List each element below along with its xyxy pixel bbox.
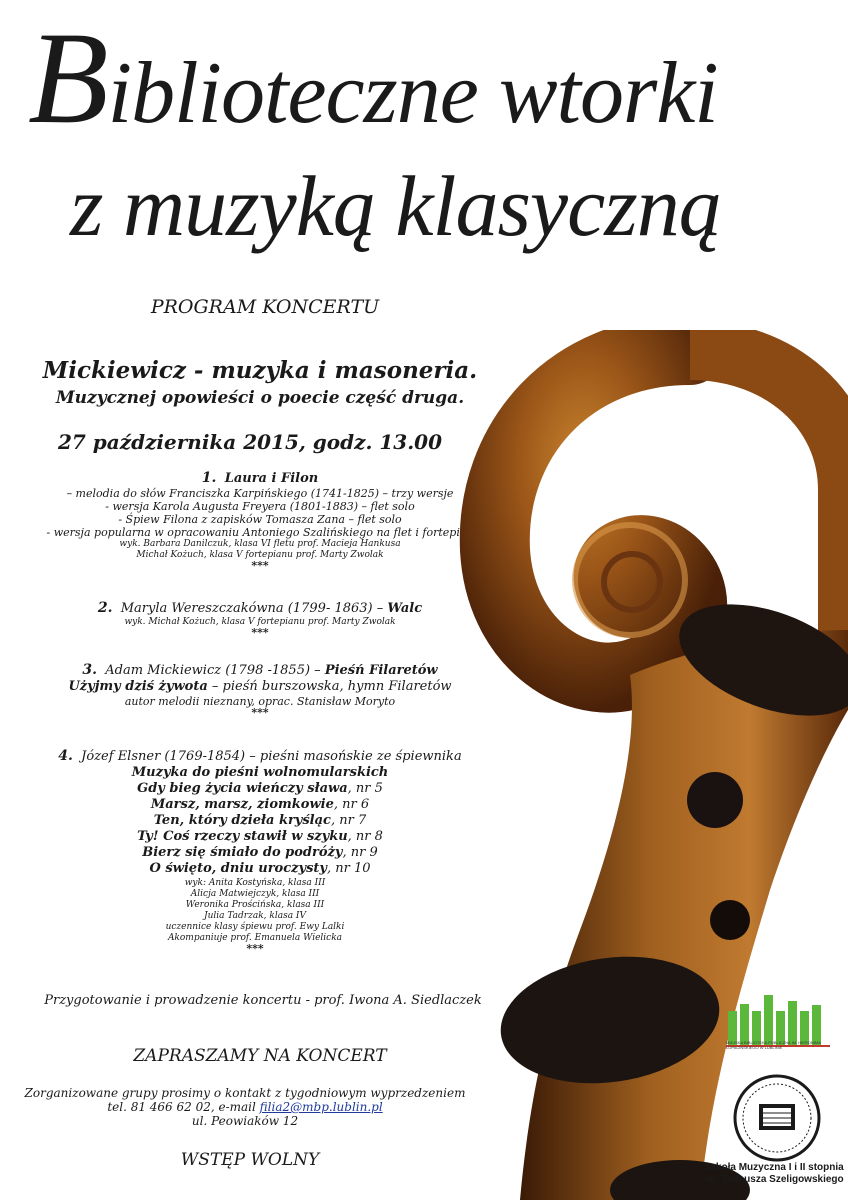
title-initial: B xyxy=(28,4,108,151)
free-entry: WSTĘP WOLNY xyxy=(180,1150,320,1170)
prepared-by: Przygotowanie i prowadzenie koncertu - prof. Iwona A. Siedlaczek xyxy=(44,993,482,1008)
song-line xyxy=(20,861,500,877)
invite-heading: ZAPRASZAMY NA KONCERT xyxy=(133,1046,387,1066)
item-separator: *** xyxy=(246,942,264,955)
item-separator: *** xyxy=(251,706,269,719)
song-title: Marsz, marsz, ziomkowie xyxy=(150,797,334,812)
song-title: Ty! Coś rzeczy stawił w szyku xyxy=(137,829,348,844)
song-number: , nr 8 xyxy=(347,829,383,844)
item-composer: Józef Elsner (1769-1854) – pieśni masońskie ze śpiewnika xyxy=(81,749,462,764)
school-name xyxy=(700,1162,848,1186)
title-line-1-text: iblioteczne wtorki xyxy=(107,45,718,142)
item-note: autor melodii nieznany, oprac. Stanisław Moryto xyxy=(124,695,396,708)
item-title: Pieśń Filaretów xyxy=(324,663,438,678)
program-item-3 xyxy=(20,662,500,718)
song-line xyxy=(20,829,500,845)
school-name-line-2: im. Tadeusza Szeligowskiego xyxy=(704,1174,844,1185)
song-line xyxy=(20,797,500,813)
item-performer: wyk. Barbara Danilczuk, klasa VI fletu prof. Macieja Hankusa xyxy=(119,539,401,549)
contact-line: Zorganizowane grupy prosimy o kontakt z tygodniowym wyprzedzeniem xyxy=(24,1086,466,1100)
program-heading: PROGRAM KONCERTU xyxy=(150,296,380,318)
item-number: 3. xyxy=(82,662,97,678)
item-heading xyxy=(20,600,500,617)
contact-phone: tel. 81 466 62 02, e-mail xyxy=(107,1100,260,1114)
song-number: , nr 6 xyxy=(333,797,370,812)
item-performer: Weronika Prościńska, klasa III xyxy=(185,900,325,910)
item-number: 1. xyxy=(201,470,217,486)
concert-subtitle: Muzycznej opowieści o poecie część druga. xyxy=(55,388,465,408)
item-composer: Adam Mickiewicz (1798 -1855) – xyxy=(105,663,325,678)
library-logo-caption: MIEJSKA BIBLIOTEKA PUBLICZNA IM. HIERONIMA ŁOPACIŃSKIEGO W LUBLINIE xyxy=(726,1040,821,1050)
item-line: - Śpiew Filona z zapisków Tomasza Zana – flet solo xyxy=(118,513,402,526)
poster-title-line-2: z muzyką klasyczną xyxy=(70,158,721,254)
song-number: , nr 5 xyxy=(347,781,383,796)
item-performer: wyk: Anita Kostyńska, klasa III xyxy=(184,878,326,888)
item-line: - wersja Karola Augusta Freyera (1801-1883) – flet solo xyxy=(105,500,415,513)
song-number: , nr 10 xyxy=(326,861,371,876)
item-performer: wyk. Michał Kożuch, klasa V fortepianu prof. Marty Zwolak xyxy=(124,617,396,627)
song-line xyxy=(20,845,500,861)
program-item-1 xyxy=(20,470,500,571)
item-number: 2. xyxy=(97,600,113,616)
item-composer: Maryla Wereszczakówna (1799- 1863) – xyxy=(120,601,388,616)
item-performer: Alicja Matwiejczyk, klasa III xyxy=(190,889,320,899)
item-song-line xyxy=(20,679,500,695)
item-song-desc: – pieśń burszowska, hymn Filaretów xyxy=(207,679,452,694)
concert-title-block xyxy=(20,356,500,410)
poster-title-line-1 xyxy=(28,4,818,151)
item-performer: Julia Tadrzak, klasa IV xyxy=(203,911,306,921)
item-line: - wersja popularna w opracowaniu Antoniego Szalińskiego na flet i fortepian xyxy=(46,526,474,539)
item-separator: *** xyxy=(251,626,269,639)
song-title: Bierz się śmiało do podróży xyxy=(142,845,343,860)
item-4-performers xyxy=(90,878,420,954)
item-number: 4. xyxy=(58,748,73,764)
song-number: , nr 7 xyxy=(330,813,367,828)
item-title: Walc xyxy=(387,601,423,616)
item-heading xyxy=(20,470,500,487)
contact-phone-email xyxy=(20,1100,470,1114)
item-performer: Michał Kożuch, klasa V fortepianu prof. Marty Zwolak xyxy=(136,550,384,560)
program-item-2 xyxy=(20,600,500,638)
song-title: Ten, który dzieła kryśląc xyxy=(153,813,331,828)
school-name-line-1: Szkoła Muzyczna I i II stopnia xyxy=(704,1162,844,1173)
program-item-4 xyxy=(20,748,500,877)
song-title: O święto, dniu uroczysty xyxy=(149,861,327,876)
item-song-title: Użyjmy dziś żywota xyxy=(68,679,208,694)
school-seal-icon xyxy=(727,1070,827,1170)
item-performer: uczennice klasy śpiewu prof. Ewy Lalki xyxy=(165,922,345,932)
email-link[interactable]: filia2@mbp.lublin.pl xyxy=(259,1100,383,1114)
item-heading xyxy=(20,748,500,765)
item-line: – melodia do słów Franciszka Karpińskiego (1741-1825) – trzy wersje xyxy=(66,487,454,500)
song-title: Gdy bieg życia wieńczy sława xyxy=(137,781,348,796)
contact-info xyxy=(20,1086,470,1128)
song-number: , nr 9 xyxy=(342,845,378,860)
concert-title: Mickiewicz - muzyka i masoneria. xyxy=(42,357,478,384)
item-performer: Akompaniuje prof. Emanuela Wielicka xyxy=(167,933,343,943)
item-heading xyxy=(20,662,500,679)
song-line xyxy=(20,781,500,797)
song-line xyxy=(20,813,500,829)
item-separator: *** xyxy=(251,559,269,572)
concert-date: 27 października 2015, godz. 13.00 xyxy=(57,430,443,454)
item-title: Muzyka do pieśni wolnomularskich xyxy=(131,765,389,780)
item-title: Laura i Filon xyxy=(224,471,319,486)
contact-address: ul. Peowiaków 12 xyxy=(191,1114,299,1128)
